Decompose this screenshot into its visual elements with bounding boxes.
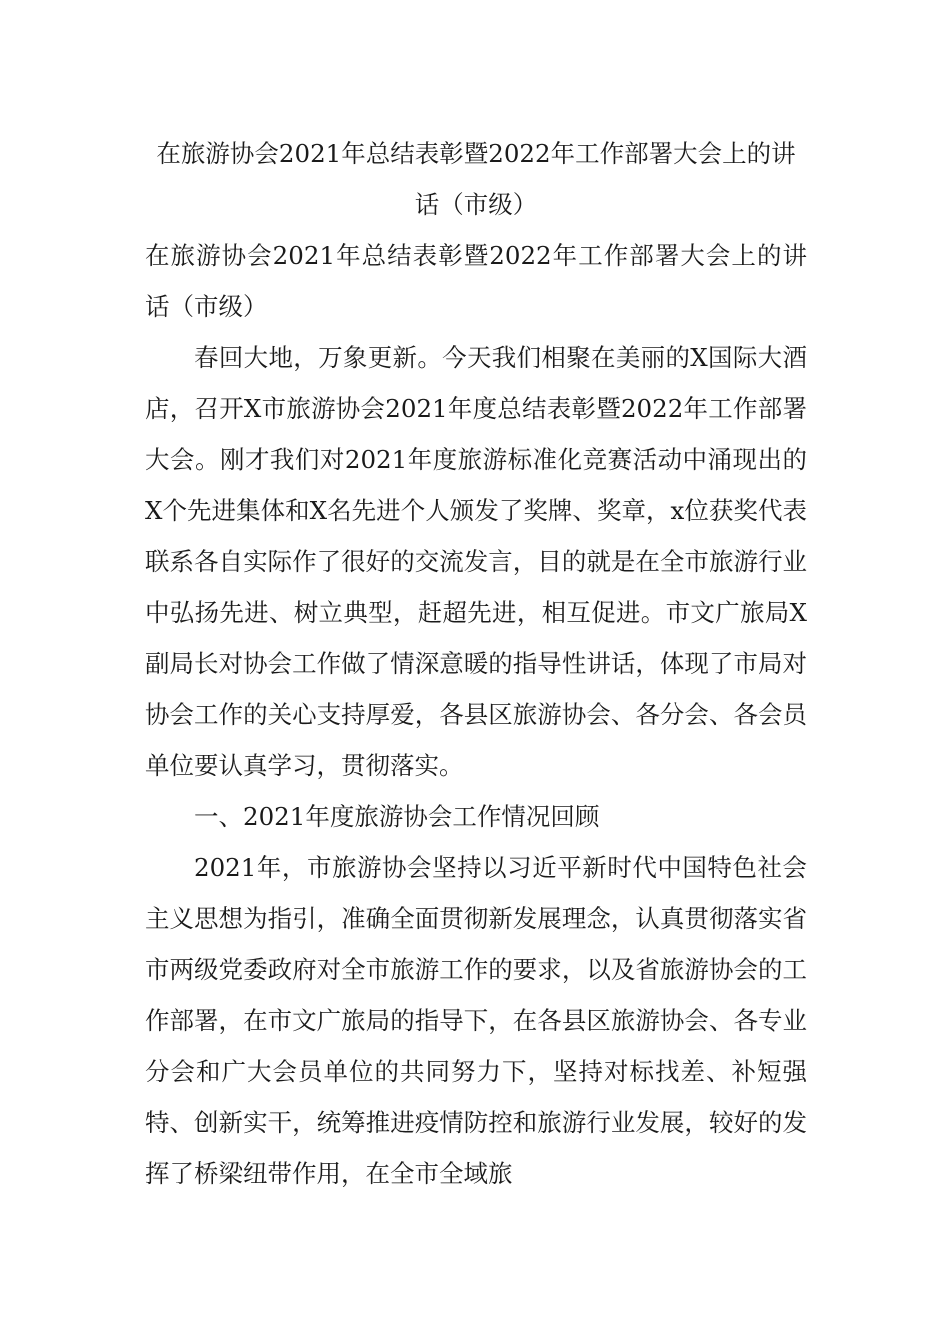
body-paragraph: 春回大地，万象更新。今天我们相聚在美丽的X国际大酒店，召开X市旅游协会2021年度总结表彰暨2022年工作部署大会。刚才我们对2021年度旅游标准化竞赛活动中涌现出的X个先进集体和X名先进个人颁发了奖牌、奖章，x位获奖代表联系各自实际作了很好的交流发言，目的就是在全市旅游行业中弘扬先进、树立典型，赶超先进，相互促进。市文广旅局X副局长对协会工作做了情深意暖的指导性讲话，体现了市局对协会工作的关心支持厚爱，各县区旅游协会、各分会、各会员单位要认真学习，贯彻落实。 [145,343,807,780]
body-paragraph: 一、2021年度旅游协会工作情况回顾 [194,802,600,831]
document-page [145,128,807,1199]
body-paragraph: 2021年，市旅游协会坚持以习近平新时代中国特色社会主义思想为指引，准确全面贯彻新发展理念，认真贯彻落实省市两级党委政府对全市旅游工作的要求，以及省旅游协会的工作部署，在市文广旅局的指导下，在各县区旅游协会、各专业分会和广大会员单位的共同努力下，坚持对标找差、补短强特、创新实干，统筹推进疫情防控和旅游行业发展，较好的发挥了桥梁纽带作用，在全市全域旅 [145,853,807,1188]
body-paragraph: 在旅游协会2021年总结表彰暨2022年工作部署大会上的讲话（市级） [145,241,807,321]
document-body [145,230,807,1199]
document-title: 在旅游协会2021年总结表彰暨2022年工作部署大会上的讲话（市级） [156,139,796,219]
